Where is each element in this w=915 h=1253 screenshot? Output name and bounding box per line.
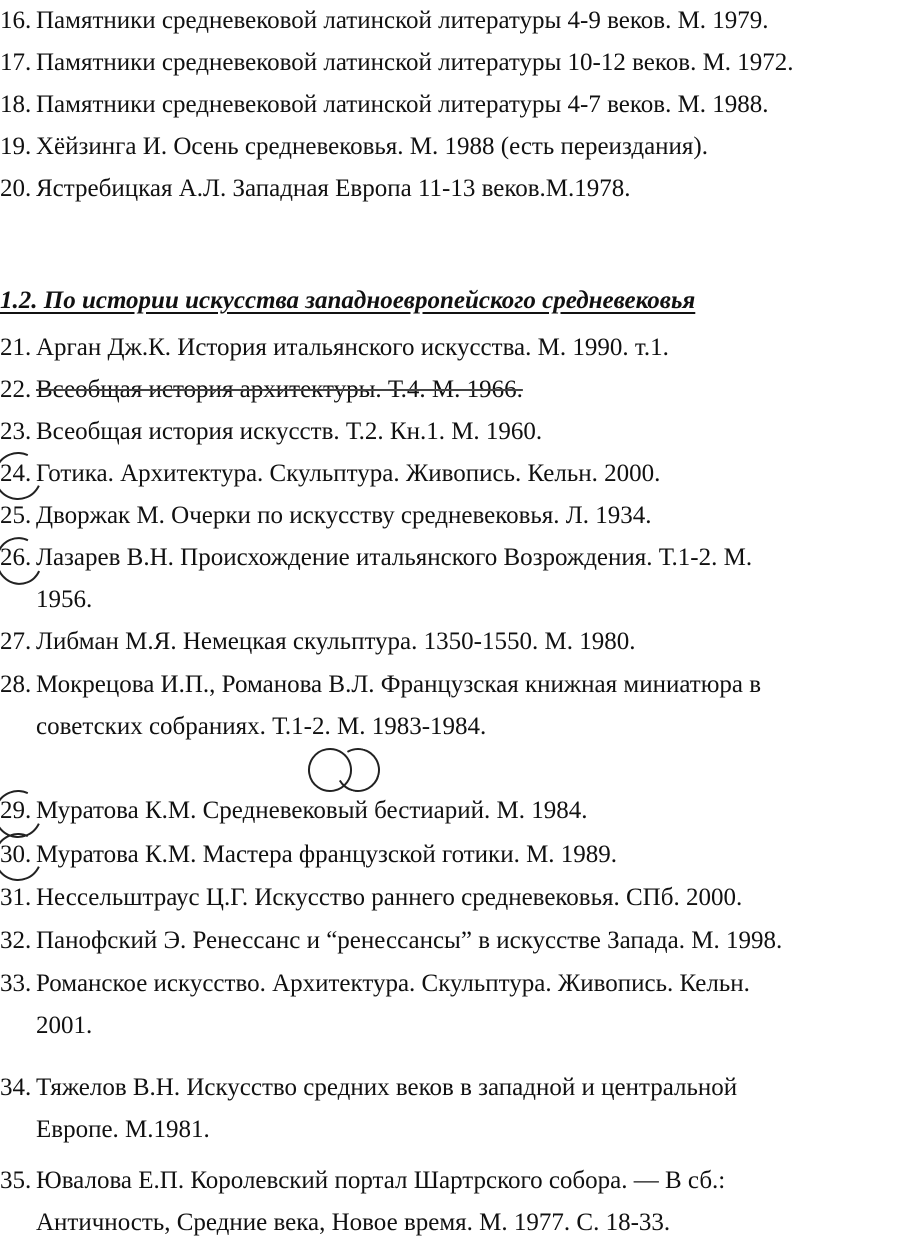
entry-text: Лазарев В.Н. Происхождение итальянского Возрождения. Т.1-2. М. xyxy=(36,544,753,571)
bibliography-entry-34 xyxy=(0,1067,901,1151)
entry-number: 20. xyxy=(0,175,32,202)
entry-text: Арган Дж.К. История итальянского искусства. М. 1990. т.1. xyxy=(36,334,669,361)
entry-number: 27. xyxy=(0,628,32,655)
entry-text: Нессельштраус Ц.Г. Искусство раннего средневековья. СПб. 2000. xyxy=(36,884,743,911)
bibliography-entry-35 xyxy=(0,1160,901,1244)
entry-text: Романское искусство. Архитектура. Скульптура. Живопись. Кельн. xyxy=(36,970,750,997)
entry-line-2: Европе. М.1981. xyxy=(36,1116,210,1143)
entry-number: 28. xyxy=(0,671,32,698)
entry-text: Ювалова Е.П. Королевский портал Шартрского собора. — В сб.: xyxy=(36,1167,726,1194)
bibliography-entry-25 xyxy=(0,495,901,537)
section-heading: 1.2. По истории искусства западноевропейского средневековья xyxy=(0,287,696,314)
bibliography-entry-23 xyxy=(0,411,901,453)
bibliography-entry-19 xyxy=(0,126,901,168)
bibliography-entry-18 xyxy=(0,84,901,126)
bibliography-entry-22 xyxy=(0,369,901,411)
bibliography-entry-24 xyxy=(0,453,901,495)
entry-text: Всеобщая история искусств. Т.2. Кн.1. М. 1960. xyxy=(36,418,543,445)
entry-number: 31. xyxy=(0,884,32,911)
entry-line-2: 1956. xyxy=(36,586,93,613)
entry-text: Памятники средневековой латинской литературы 10-12 веков. М. 1972. xyxy=(36,49,794,76)
entry-line-1 xyxy=(0,963,901,1005)
bibliography-entry-31 xyxy=(0,877,901,919)
entry-text: Тяжелов В.Н. Искусство средних веков в западной и центральной xyxy=(36,1074,738,1101)
bibliography-entry-30 xyxy=(0,834,901,876)
entry-text: Либман М.Я. Немецкая скульптура. 1350-1550. М. 1980. xyxy=(36,628,636,655)
entry-number: 17. xyxy=(0,49,32,76)
entry-line-1 xyxy=(0,1160,901,1202)
entry-number: 16. xyxy=(0,7,32,34)
entry-line-1 xyxy=(0,1067,901,1109)
entry-number: 30. xyxy=(0,841,32,868)
entry-number: 22. xyxy=(0,376,32,403)
hand-drawn-circle-mark xyxy=(305,745,356,796)
entry-text: Дворжак М. Очерки по искусству средневековья. Л. 1934. xyxy=(36,502,652,529)
bibliography-entry-32 xyxy=(0,920,901,962)
entry-number: 21. xyxy=(0,334,32,361)
entry-text: Муратова К.М. Средневековый бестиарий. М. 1984. xyxy=(36,797,588,824)
bibliography-entry-20 xyxy=(0,168,901,210)
hand-drawn-circle-mark xyxy=(331,743,385,797)
entry-line-2: Античность, Средние века, Новое время. М. 1977. С. 18-33. xyxy=(36,1209,671,1236)
entry-text: Всеобщая история архитектуры. Т.4. М. 1966. xyxy=(36,376,523,403)
entry-text: Панофский Э. Ренессанс и “ренессансы” в искусстве Запада. М. 1998. xyxy=(36,927,783,954)
entry-line-2: 2001. xyxy=(36,1012,93,1039)
entry-number: 26. xyxy=(0,544,32,571)
entry-number: 34. xyxy=(0,1074,32,1101)
entry-text: Хёйзинга И. Осень средневековья. М. 1988 (есть переиздания). xyxy=(36,133,709,160)
entry-line-1 xyxy=(0,664,901,706)
bibliography-entry-16 xyxy=(0,0,901,42)
entry-number: 19. xyxy=(0,133,32,160)
entry-text: Мокрецова И.П., Романова В.Л. Французская книжная миниатюра в xyxy=(36,671,762,698)
entry-text: Муратова К.М. Мастера французской готики. М. 1989. xyxy=(36,841,618,868)
entry-number: 18. xyxy=(0,91,32,118)
entry-text: Памятники средневековой латинской литературы 4-9 веков. М. 1979. xyxy=(36,7,769,34)
entry-number: 32. xyxy=(0,927,32,954)
entry-number: 33. xyxy=(0,970,32,997)
bibliography-entry-29 xyxy=(0,790,901,832)
entry-number: 25. xyxy=(0,502,32,529)
entry-text: Готика. Архитектура. Скульптура. Живопись. Кельн. 2000. xyxy=(36,460,661,487)
entry-number: 23. xyxy=(0,418,32,445)
entry-line-1 xyxy=(0,537,901,579)
entry-number: 35. xyxy=(0,1167,32,1194)
entry-line-wrap xyxy=(0,537,752,579)
entry-line-2: советских собраниях. Т.1-2. М. 1983-1984. xyxy=(36,713,487,740)
entry-number: 29. xyxy=(0,797,32,824)
bibliography-entry-27 xyxy=(0,621,901,663)
entry-text: Памятники средневековой латинской литературы 4-7 веков. М. 1988. xyxy=(36,91,769,118)
bibliography-entry-17 xyxy=(0,42,901,84)
bibliography-entry-21 xyxy=(0,327,901,369)
bibliography-entry-33 xyxy=(0,963,901,1047)
bibliography-entry-26 xyxy=(0,537,901,621)
entry-number: 24. xyxy=(0,460,32,487)
bibliography-entry-28 xyxy=(0,664,901,748)
entry-text: Ястребицкая А.Л. Западная Европа 11-13 веков.М.1978. xyxy=(36,175,631,202)
